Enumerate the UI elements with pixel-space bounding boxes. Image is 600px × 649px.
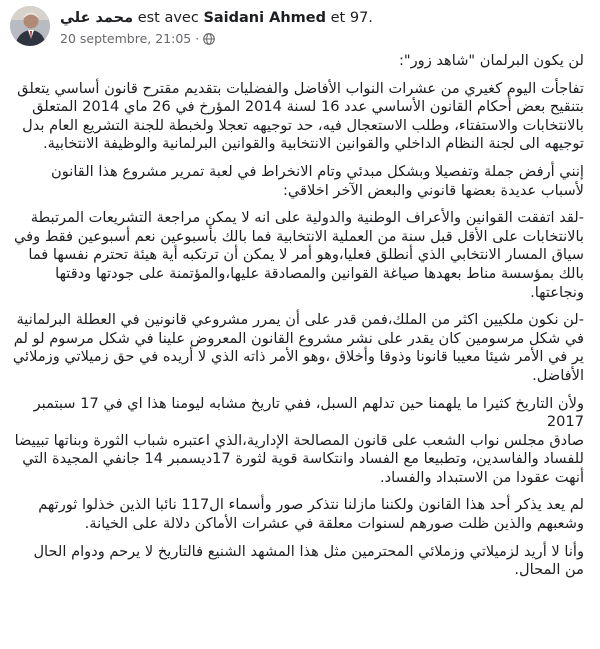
- post-paragraph: إنني أرفض جملة وتفصيلا وبشكل مبدئي وتام الانخراط في لعبة تمرير مشروع هذا القانون لأسباب عديدة بعضها قانوني والبعض الآخر اخلاقي:: [51, 162, 584, 199]
- post-paragraph: لن يكون البرلمان "شاهد زور":: [398, 52, 584, 69]
- with-text: est avec: [137, 10, 199, 26]
- meta-separator: ·: [195, 31, 200, 46]
- post-paragraph: لم يعد يذكر أحد هذا القانون ولكننا مازلنا نتذكر صور وأسماء ال117 نائبا الذين خذلوا ثورتهم وشعبهم والذين ظلت صورهم لسنوات معلقة في عشرات الأماكن دلالة على الخيانة.: [38, 496, 584, 533]
- post-paragraph: وأنا لا أريد لزميلاتي وزملائي المحترمين مثل هذا المشهد الشنيع فالتاريخ لا يرحم ودوام الحال من المحال.: [33, 542, 584, 579]
- post-paragraph: -لقد اتفقت القوانين والأعراف الوطنية والدولية على انه لا يمكن مراجعة التشريعات المرتبطة بالانتخابات على الأقل قبل سنة من العملية الانتخابية فما بالك بأسبوعين نعم أسبوعين فقط وفي سياق المسار الانتخابي الذي أنطلق فعليا،وهو أمر لا يمكن أن ترتكبه أية هيئة تحترم نفسها فما بالك بمؤسسة مناط بعهدها صياغة القوانين والمصادقة عليها،والمؤتمنة على جودتها ودقتها ونجاعتها.: [14, 209, 584, 301]
- post-paragraph: تفاجأت اليوم كغيري من عشرات النواب الأفاضل والفضليات بتقديم مقترح قانون أساسي يتعلق بتنقيح بعض أحكام القانون الأساسي عدد 16 لسنة 2014 المؤرخ في 26 ماي 2014 المتعلق بالانتخابات والاستفتاء، وطلب الاستعجال فيه، حد توجيهه تعجلا ولخبطة للجنة التشريع العام بدل توجيهه الى لجنة النظام الداخلي والقوانين الانتخابية والقوانين البرلمانية والوظيفة الانتخابية.: [17, 79, 584, 153]
- post-header: [0, 0, 600, 52]
- post-paragraph: ولأن التاريخ كثيرا ما يلهمنا حين تدلهم السبل، ففي تاريخ مشابه ليومنا هذا اي في 17 سبتمبر 2017 صادق مجلس نواب الشعب على قانون المصالحة الإدارية،الذي اعتبره شباب الثورة وبناتها تبييضا للفساد والفاسدين، وتطبيعا مع الفساد وانتكاسة قوية لثورة 17ديسمبر 14 جانفي المجيدة التي أنهت عقودا من الاستبداد والفساد.: [14, 394, 584, 486]
- globe-icon[interactable]: [203, 33, 215, 45]
- post-author-line: [60, 9, 373, 27]
- author-name[interactable]: محمد علي: [60, 10, 134, 26]
- avatar[interactable]: [10, 6, 50, 46]
- profile-photo: [10, 6, 50, 46]
- tagged-user[interactable]: Saidani Ahmed: [203, 10, 327, 26]
- others-count[interactable]: et 97.: [330, 10, 373, 26]
- post-timestamp[interactable]: 20 septembre, 21:05: [60, 31, 192, 46]
- post-paragraph: -لن نكون ملكيين اكثر من الملك،فمن قدر على أن يمرر مشروعي قانونين في العطلة البرلمانية في شكل مرسومين كان يقدر على نشر مشروع القانون المعروض علينا في شكل مرسوم لو لم ير في الأمر شيئا معيبا قانونا وذوقا وأخلاق ،وهو الأمر ذاته الذي لا أريده في حق زميلاتي وزملائي الأفاضل.: [12, 311, 584, 384]
- post-body: [0, 52, 600, 580]
- post-meta: [60, 31, 215, 46]
